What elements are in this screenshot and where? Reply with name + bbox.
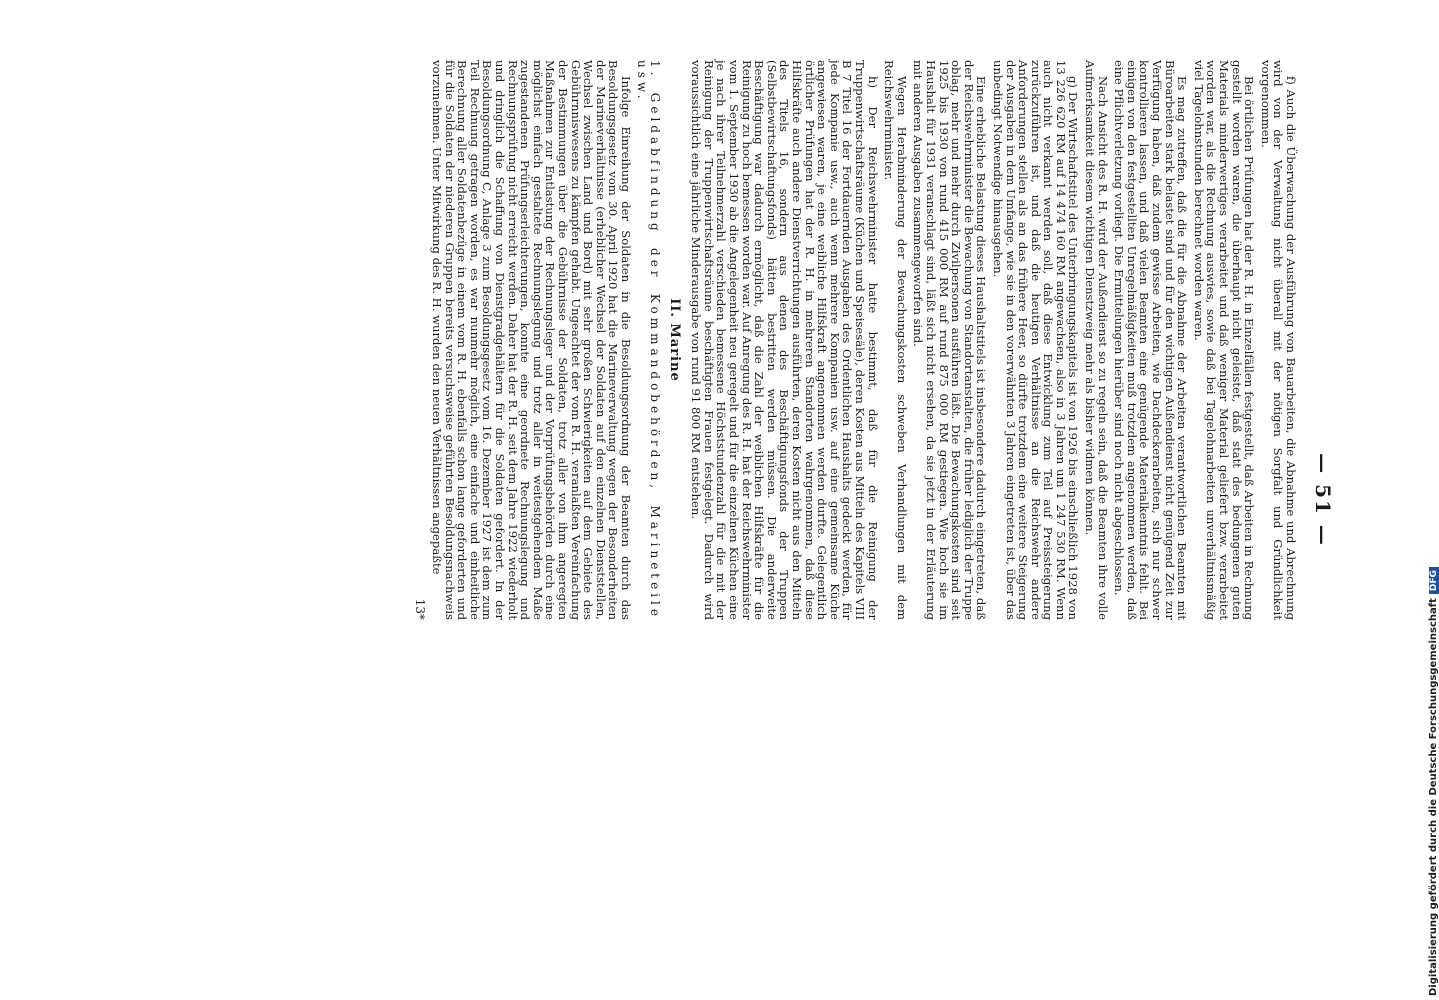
paragraph: Bei örtlichen Prüfungen hat der R. H. in Einzelfällen festgestellt, daß Arbeiten in Rechnung gestellt worden waren, die überhaupt nicht geleistet, daß statt des bedungenen guten Materials minderwertiges verarbeitet und daß weniger Material geliefert bzw. verarbeitet worden war, als die Rechnung auswies, sowie daß bei Tagelohnarbeiten unverhältnismäßig viel Tagelohnstunden berechnet worden waren. — [1191, 60, 1257, 620]
page-body — [147, 60, 1297, 620]
dfg-logo-badge: DFG — [1429, 567, 1439, 594]
paragraph-f: f) Auch die Überwachung der Ausführung von Bauarbeiten, die Abnahme und Abrechnung wird von der Verwaltung nicht überall mit der nötigen Sorgfalt und Gründlichkeit vorgenommen. — [1258, 60, 1298, 620]
paragraph-h: h) Der Reichswehrminister hatte bestimmt, daß für die Reinigung der Truppenwirtschaftsräume (Küchen und Speisesäle), deren Kosten aus Mitteln des Kapitels VIII B 7 Titel 16 der Fortdauernden Ausgaben des Ordentlichen Haushalts gedeckt werden, für jede Kompanie usw., auch wenn mehrere Kompanien usw. auf eine gemeinsame Küche angewiesen waren, je eine weibliche Hilfskraft angenommen werden durfte. Gelegentlich örtlicher Prüfungen hat der R. H. in mehreren Standorten wahrgenommen, daß diese Hilfskräfte auch andere Dienstverrichtungen ausführten, deren Kosten nicht aus den Mitteln des Titels 16, sondern aus denen des Beschäftigungsfonds der Truppen (Selbstbewirtschaftungsfonds) hätten bestritten werden müssen. Die anderweite Beschäftigung war dadurch ermöglicht, daß die Zahl der weiblichen Hilfskräfte für die Reinigung zu hoch bemessen worden war. Auf Anregung des R. H. hat der Reichswehrminister vom 1. September 1930 ab die Angelegenheit neu geregelt und für die einzelnen Küchen eine je nach ihrer Teilnehmerzahl verschieden bemessene Höchststundenzahl für die mit der Reinigung der Truppenwirtschaftsräume beschäftigten Frauen festgelegt. Dadurch wird voraussichtlich eine jährliche Minderausgabe von rund 91 800 RM entstehen. — [689, 60, 880, 620]
signature-mark: 13* — [413, 598, 428, 620]
watermark-text: Digitalisierung gefördert durch die Deutsche Forschungsgemeinschaft — [1428, 598, 1439, 996]
page-number: — 51 — — [1311, 453, 1335, 547]
dfg-watermark — [1428, 0, 1439, 996]
section-heading: II. Marine — [666, 298, 682, 382]
rotated-page — [137, 60, 1337, 940]
page-header — [1297, 60, 1337, 940]
paragraph: Eine erhebliche Belastung dieses Haushaltstitels ist insbesondere dadurch eingetreten, daß der Reichswehrminister die Bewachung von Standortanstalten, die früher lediglich der Truppe oblag, mehr und mehr durch Zivilpersonen ausführen läßt. Die Bewachungskosten sind seit 1925 bis 1930 von rund 415 000 RM auf rund 875 000 RM gestiegen. Wie hoch sie im Haushalt für 1931 veranschlagt sind, läßt sich nicht ersehen, da sie jetzt in der Erläuterung mit anderen Ausgaben zusammengeworfen sind. — [911, 60, 989, 620]
paragraph: Wegen Herabminderung der Bewachungskosten schweben Verhandlungen mit dem Reichswehrminister. — [882, 60, 909, 620]
paragraph: Infolge Einreihung der Soldaten in die Besoldungsordnung der Beamten durch das Besoldungsgesetz vom 30. April 1920 hat die Marineverwaltung wegen der Besonderheiten der Marineverhältnisse (erheblicher Wechsel der Soldaten auf den einzelnen Dienststellen, Wechsel zwischen Land und Bord) mit sehr großen Schwierigkeiten auf dem Gebiete des Gebührnniswesens zu kämpfen gehabt. Ungeachtet der vom R. H. veranlaßten Vereinfachung der Bestimmungen über die Gebührnisse der Soldaten, trotz aller von ihm angeregten Maßnahmen zur Entlastung der Rechnungsleger und der Vorprüfungsbehörden durch eine möglichst einfach gestaltete Rechnungslegung und trotz aller in weitestgehendem Maße zugestandenen Prüfungserleichterungen, konnte eine geordnete Rechnungslegung und Rechnungsprüfung nicht erreicht werden. Daher hat der R. H. seit dem Jahre 1922 wiederholt und dringlich die Schaffung von Dienstgradgehältern für die Soldaten gefordert. In der Besoldungsordnung C, Anlage 3 zum Besoldungsgesetz vom 16. Dezember 1927 ist dem zum Teil Rechnung getragen worden, es war nunmehr möglich, eine einfache und einheitliche Berechnung aller Soldatenbezüge in einem vom R. H. ebenfalls schon lange geforderten und für die Soldaten der niederen Gruppen bereits versuchsweise geführten Besoldungsnachweis vorzunehmen. Unter Mitwirkung des R. H. wurden den neuen Verhältnissen angepaßte — [430, 60, 633, 620]
paragraph-g: g) Der Wirtschaftstitel des Unterbringungskapitels ist von 1926 bis einschließlich 1928 von 13 226 620 RM auf 14 474 160 RM angewachsen, also in 3 Jahren um 1 247 530 RM. Wenn auch nicht verkannt werden soll, daß diese Entwicklung zum Teil auf Preissteigerung zurückzuführen ist, und daß die heutigen Verhältnisse an die Reichswehr andere Anforderungen stellen als an das frühere Heer, so dürfte trotzdem eine weitere Steigerung der Ausgaben in dem Umfange, wie sie in den vorerwähnten 3 Jahren eingetreten ist, über das unbedingt Notwendige hinausgehen. — [990, 60, 1081, 620]
paragraph: Nach Ansicht des R. H. wird der Außendienst so zu regeln sein, daß die Beamten ihre volle Aufmerksamkeit diesem wichtigen Dienstzweig mehr als bisher widmen können. — [1083, 60, 1110, 620]
section-subheading: 1. Geldabfindung der Kommandobehörden, Marineteile usw. — [635, 60, 663, 620]
paragraph: Es mag zutreffen, daß die für die Abnahme der Arbeiten verantwortlichen Beamten mit Büroarbeiten stark belastet sind und für den wichtigen Außendienst nicht genügend Zeit zur Verfügung haben, daß zudem gewisse Arbeiten, wie Dachdeckerarbeiten, sich nur schwer kontrollieren lassen, und daß vielen Beamten eine genügende Materialkenntnis fehlt. Bei einigen von den festgestellten Unregelmäßigkeiten muß trotzdem angenommen werden, daß eine Pflichtverletzung vorliegt. Die Ermittelungen hierüber sind noch nicht abgeschlossen. — [1112, 60, 1190, 620]
